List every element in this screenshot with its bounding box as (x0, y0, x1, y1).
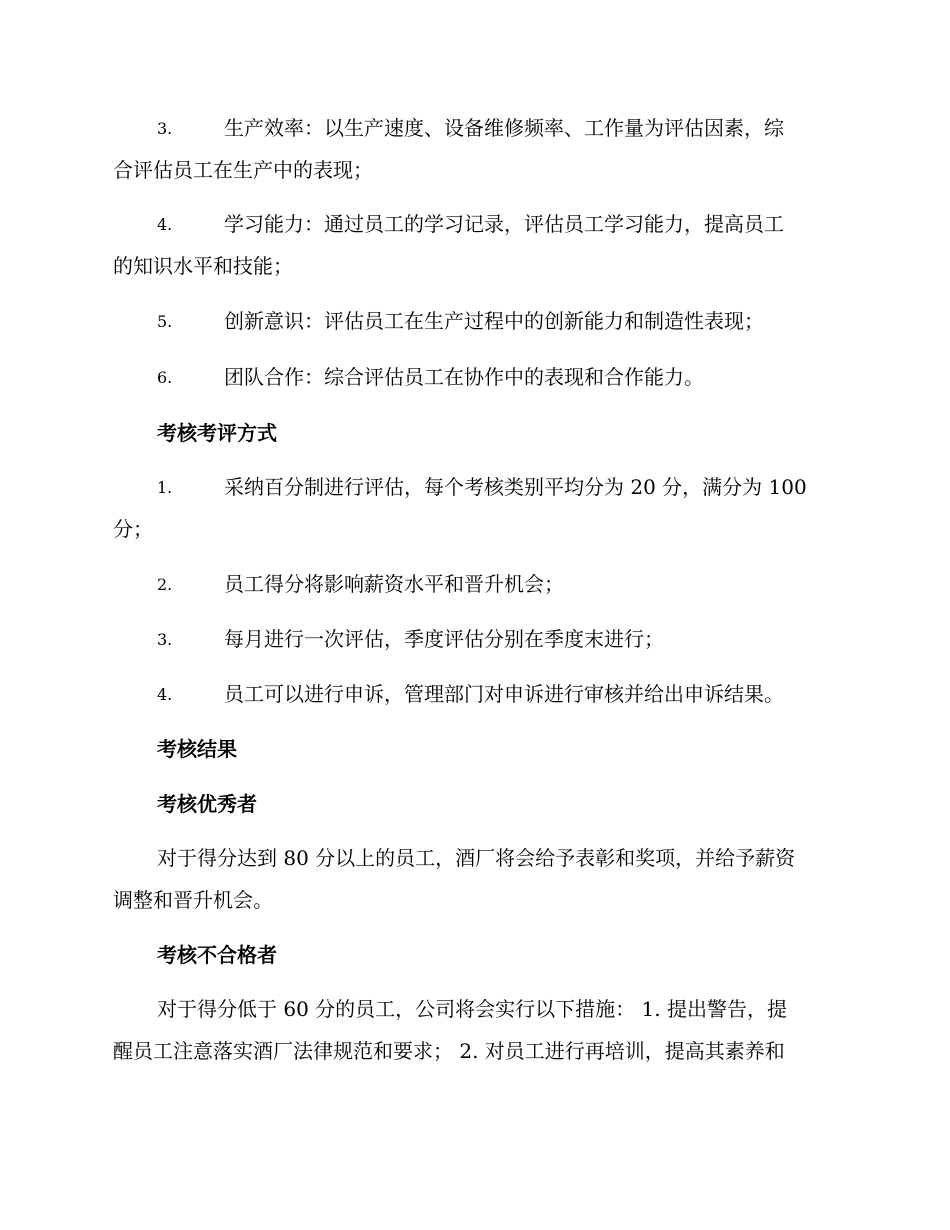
list-number: 5. (157, 312, 173, 331)
list-number: 3. (157, 119, 173, 138)
list-item-text: 团队合作：综合评估员工在协作中的表现和合作能力。 (224, 365, 704, 389)
list-item-text: 员工可以进行申诉，管理部门对申诉进行审核并给出申诉结果。 (224, 682, 784, 706)
list-item-text: 每月进行一次评估，季度评估分别在季度末进行； (224, 627, 664, 651)
paragraph-text: 对于得分达到 80 分以上的员工，酒厂将会给予表彰和奖项，并给予薪资 (157, 846, 796, 870)
list-item-continuation: 分； (113, 517, 153, 541)
section-heading-method: 考核考评方式 (157, 421, 277, 445)
list-number: 2. (157, 575, 173, 594)
list-item-text: 员工得分将影响薪资水平和晋升机会； (224, 572, 564, 596)
paragraph-continuation: 调整和晋升机会。 (113, 888, 273, 912)
section-heading-results: 考核结果 (157, 737, 237, 761)
list-item-text: 采纳百分制进行评估，每个考核类别平均分为 20 分，满分为 100 (224, 475, 807, 499)
list-item-text: 创新意识：评估员工在生产过程中的创新能力和制造性表现； (224, 309, 764, 333)
paragraph-continuation: 醒员工注意落实酒厂法律规范和要求； 2. 对员工进行再培训，提高其素养和 (113, 1039, 785, 1063)
list-number: 6. (157, 368, 173, 387)
subsection-heading-unqualified: 考核不合格者 (157, 943, 277, 967)
list-number: 4. (157, 215, 173, 234)
list-number: 1. (157, 478, 173, 497)
list-item-continuation: 的知识水平和技能； (113, 254, 293, 278)
paragraph-text: 对于得分低于 60 分的员工，公司将会实行以下措施： 1. 提出警告，提 (157, 997, 787, 1021)
list-item-text: 学习能力：通过员工的学习记录，评估员工学习能力，提高员工 (224, 212, 784, 236)
subsection-heading-excellent: 考核优秀者 (157, 792, 257, 816)
list-number: 4. (157, 685, 173, 704)
list-item-continuation: 合评估员工在生产中的表现； (113, 158, 373, 182)
list-item-text: 生产效率：以生产速度、设备维修频率、工作量为评估因素，综 (224, 116, 784, 140)
list-number: 3. (157, 630, 173, 649)
